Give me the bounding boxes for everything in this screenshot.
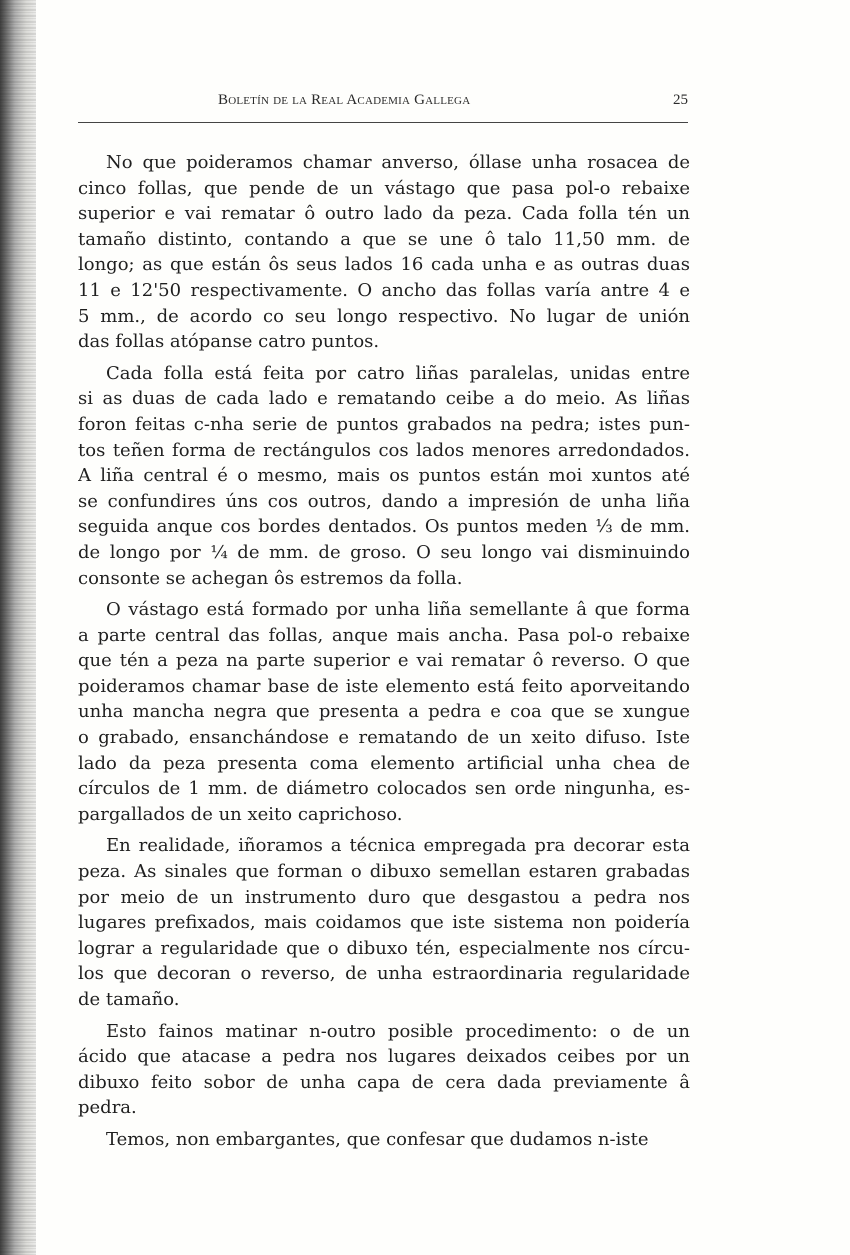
- text-line: consonte se achegan ôs estremos da folla.: [78, 567, 463, 589]
- running-head: [78, 92, 688, 116]
- text-line: cinco follas, que pende de un vástago que pasa pol-o rebaixe: [78, 177, 690, 199]
- text-line: tos teñen forma de rectángulos cos lados menores arredondados.: [78, 439, 690, 461]
- text-line: O vástago está formado por unha liña semellante â que forma: [106, 599, 690, 621]
- text-line: de longo por ¼ de mm. de groso. O seu longo vai disminuindo: [78, 541, 690, 563]
- paragraph: [78, 150, 690, 355]
- text-line: dibuxo feito sobor de unha capa de cera dada previamente â: [78, 1071, 690, 1093]
- text-line: que tén a peza na parte superior e vai rematar ô reverso. O que: [78, 650, 690, 672]
- text-line: Temos, non embargantes, que confesar que dudamos n-iste: [106, 1128, 649, 1150]
- text-line: das follas atópanse catro puntos.: [78, 331, 380, 353]
- header-rule: [78, 122, 688, 123]
- text-line: En realidade, iñoramos a técnica empregada pra decorar esta: [106, 835, 690, 857]
- text-line: de tamaño.: [78, 989, 180, 1010]
- book-binding-edge: [0, 0, 36, 1255]
- text-line: 5 mm., de acordo co seu longo respectivo. No lugar de unión: [78, 305, 690, 327]
- text-line: unha mancha negra que presenta a pedra e coa que se xungue: [78, 701, 690, 723]
- text-line: No que poideramos chamar anverso, óllase unha rosacea de: [106, 152, 690, 173]
- text-line: seguida anque cos bordes dentados. Os puntos meden ⅓ de mm.: [78, 516, 690, 538]
- text-line: los que decoran o reverso, de unha estraordinaria regularidade: [78, 963, 690, 985]
- paragraph: [78, 1127, 690, 1153]
- text-line: foron feitas c-nha serie de puntos grabados na pedra; istes pun-: [78, 413, 690, 435]
- paragraph: [78, 833, 690, 1012]
- text-line: o grabado, ensanchándose e rematando de un xeito difuso. Iste: [78, 727, 690, 749]
- text-line: pedra.: [78, 1097, 137, 1119]
- text-line: Esto fainos matinar n-outro posible procedimento: o de un: [106, 1020, 690, 1042]
- paragraph: [78, 597, 690, 827]
- text-line: poideramos chamar base de iste elemento está feito aporveitando: [78, 675, 690, 697]
- text-line: longo; as que están ôs seus lados 16 cada unha e as outras duas: [78, 254, 690, 276]
- text-line: peza. As sinales que forman o dibuxo semellan estaren grabadas: [78, 861, 690, 883]
- text-line: lograr a regularidade que o dibuxo tén, especialmente nos círcu-: [78, 937, 690, 959]
- text-line: pargallados de un xeito caprichoso.: [78, 803, 403, 825]
- text-line: si as duas de cada lado e rematando ceibe a do meio. As liñas: [78, 388, 690, 410]
- running-title: Boletín de la Real Academia Gallega: [218, 92, 471, 108]
- text-line: superior e vai rematar ô outro lado da peza. Cada folla tén un: [78, 203, 690, 225]
- text-line: por meio de un instrumento duro que desgastou a pedra nos: [78, 886, 690, 908]
- text-line: a parte central das follas, anque mais ancha. Pasa pol-o rebaixe: [78, 624, 690, 646]
- body-text: [78, 150, 690, 1159]
- text-line: lado da peza presenta coma elemento artificial unha chea de: [78, 752, 690, 774]
- page-number: 25: [673, 92, 688, 108]
- text-line: tamaño distinto, contando a que se une ô talo 11,50 mm. de: [78, 228, 690, 250]
- text-line: Cada folla está feita por catro liñas paralelas, unidas entre: [106, 362, 690, 384]
- paragraph: [78, 1019, 690, 1121]
- text-line: círculos de 1 mm. de diámetro colocados sen orde ningunha, es-: [78, 778, 690, 800]
- text-line: lugares prefixados, mais coidamos que iste sistema non poidería: [78, 912, 690, 934]
- paragraph: [78, 361, 690, 591]
- text-line: 11 e 12'50 respectivamente. O ancho das follas varía antre 4 e: [78, 279, 690, 301]
- text-line: ácido que atacase a pedra nos lugares deixados ceibes por un: [78, 1046, 690, 1068]
- text-line: se confundires úns cos outros, dando a impresión de unha liña: [78, 490, 690, 512]
- text-line: A liña central é o mesmo, mais os puntos están moi xuntos até: [78, 465, 690, 487]
